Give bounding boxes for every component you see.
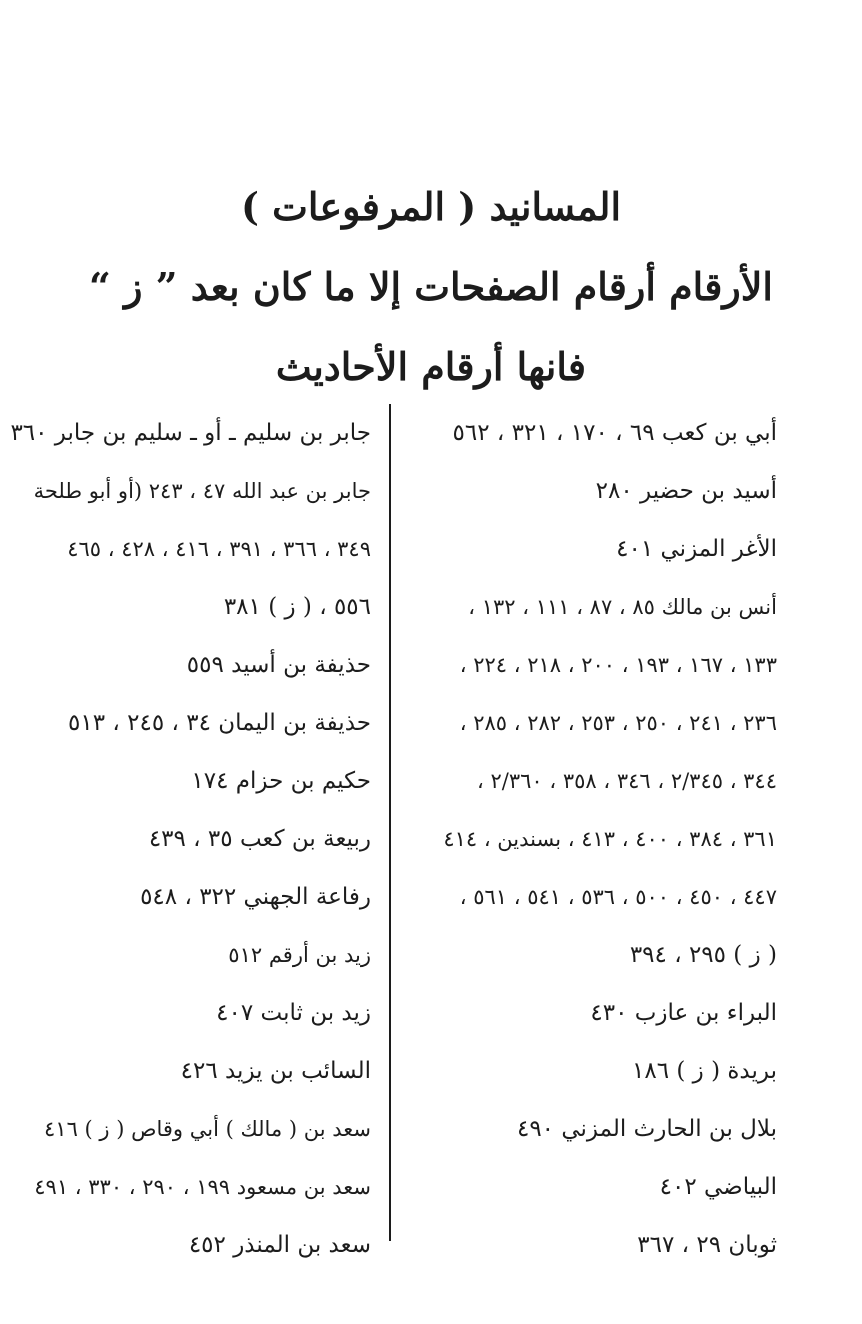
page-subtitle-continued: فانها أرقام الأحاديث	[275, 344, 587, 389]
index-entry: زيد بن ثابت ٤٠٧	[216, 1000, 371, 1026]
index-entry: ربيعة بن كعب ٣٥ ، ٤٣٩	[148, 826, 371, 852]
index-entry: حكيم بن حزام ١٧٤	[191, 768, 371, 794]
index-entry: ( ز ) ٢٩٥ ، ٣٩٤	[629, 942, 777, 968]
index-entry: حذيفة بن اليمان ٣٤ ، ٢٤٥ ، ٥١٣	[68, 710, 371, 736]
index-entry: ١٣٣ ، ١٦٧ ، ١٩٣ ، ٢٠٠ ، ٢١٨ ، ٢٢٤ ،	[459, 653, 777, 677]
index-entry: سعد بن المنذر ٤٥٢	[188, 1232, 371, 1258]
page-headings	[0, 184, 862, 389]
index-entry: البياضي ٤٠٢	[659, 1174, 777, 1200]
index-entry: حذيفة بن أسيد ٥٥٩	[186, 652, 371, 678]
index-entry: ٣٤٤ ، ٢/٣٤٥ ، ٣٤٦ ، ٣٥٨ ، ٢/٣٦٠ ،	[477, 769, 777, 793]
index-column-right	[402, 404, 777, 1274]
index-entry: ٤٤٧ ، ٤٥٠ ، ٥٠٠ ، ٥٣٦ ، ٥٤١ ، ٥٦١ ،	[459, 885, 777, 909]
index-entry: أنس بن مالك ٨٥ ، ٨٧ ، ١١١ ، ١٣٢ ،	[468, 595, 777, 619]
index-entry: رفاعة الجهني ٣٢٢ ، ٥٤٨	[140, 884, 371, 910]
index-entry: ٢٣٦ ، ٢٤١ ، ٢٥٠ ، ٢٥٣ ، ٢٨٢ ، ٢٨٥ ،	[459, 711, 777, 735]
index-column-left	[8, 404, 371, 1274]
page-title: المسانيد ( المرفوعات )	[240, 184, 622, 229]
index-entry: ٥٥٦ ، ( ز ) ٣٨١	[223, 594, 371, 620]
index-entry: بلال بن الحارث المزني ٤٩٠	[516, 1116, 777, 1142]
index-entry: جابر بن سليم ـ أو ـ سليم بن جابر ٣٦٠	[10, 420, 371, 446]
index-entry: أسيد بن حضير ٢٨٠	[595, 478, 777, 504]
index-entry: سعد بن مسعود ١٩٩ ، ٢٩٠ ، ٣٣٠ ، ٤٩١	[34, 1175, 371, 1199]
index-entry: سعد بن ( مالك ) أبي وقاص ( ز ) ٤١٦	[44, 1117, 371, 1141]
index-entry: بريدة ( ز ) ١٨٦	[632, 1058, 777, 1084]
index-table	[0, 404, 862, 1258]
index-entry: السائب بن يزيد ٤٢٦	[180, 1058, 371, 1084]
index-entry: الأغر المزني ٤٠١	[616, 536, 777, 562]
index-entry: ٣٤٩ ، ٣٦٦ ، ٣٩١ ، ٤١٦ ، ٤٢٨ ، ٤٦٥	[67, 537, 371, 561]
page-subtitle: الأرقام أرقام الصفحات إلا ما كان بعد ” ز “	[89, 264, 773, 309]
index-entry: ٣٦١ ، ٣٨٤ ، ٤٠٠ ، ٤١٣ ، بسندين ، ٤١٤	[443, 827, 777, 851]
index-entry: أبي بن كعب ٦٩ ، ١٧٠ ، ٣٢١ ، ٥٦٢	[452, 420, 777, 446]
column-divider	[389, 404, 391, 1241]
index-entry: البراء بن عازب ٤٣٠	[590, 1000, 777, 1026]
index-entry: زيد بن أرقم ٥١٢	[228, 943, 371, 967]
index-entry: جابر بن عبد الله ٤٧ ، ٢٤٣ (أو أبو طلحة	[33, 479, 371, 503]
index-entry: ثوبان ٢٩ ، ٣٦٧	[637, 1232, 777, 1258]
